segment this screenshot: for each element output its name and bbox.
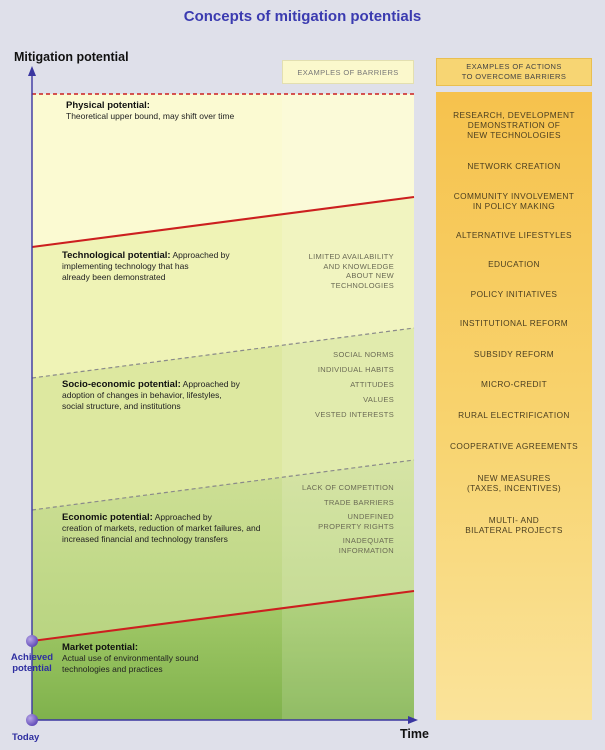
- action-item: [436, 515, 592, 535]
- barrier-item: INFORMATION: [338, 545, 394, 555]
- action-line: NETWORK CREATION: [467, 161, 561, 171]
- economic-potential-text: [62, 512, 260, 545]
- achieved-potential-label: [4, 652, 60, 674]
- action-item: [436, 191, 592, 211]
- barrier-item: INADEQUATE: [342, 536, 394, 545]
- barrier-item: ATTITUDES: [350, 380, 394, 389]
- market-desc-line: Actual use of environmentally sound: [62, 653, 199, 663]
- action-line: EDUCATION: [488, 259, 540, 269]
- socio-economic-desc-first: Approached by: [182, 379, 240, 389]
- action-line: COOPERATIVE AGREEMENTS: [449, 441, 579, 451]
- action-line: SUBSIDY REFORM: [473, 349, 555, 359]
- action-item: [436, 349, 592, 359]
- technological-potential-name: Technological potential:: [62, 250, 171, 261]
- action-line: RESEARCH, DEVELOPMENT: [453, 110, 575, 120]
- action-line: BILATERAL PROJECTS: [465, 525, 563, 535]
- barrier-item: TECHNOLOGIES: [330, 280, 394, 290]
- action-line: POLICY INITIATIVES: [470, 289, 558, 299]
- action-line: ALTERNATIVE LIFESTYLES: [456, 230, 572, 240]
- action-line: RURAL ELECTRIFICATION: [458, 410, 570, 420]
- economic-desc-line: increased financial and technology transfers: [62, 534, 228, 544]
- action-line: MICRO-CREDIT: [480, 379, 548, 389]
- barriers-header: EXAMPLES OF BARRIERS: [282, 60, 414, 84]
- actions-column: [436, 92, 592, 720]
- actions-header-line1: EXAMPLES OF ACTIONS: [466, 62, 562, 71]
- purple-dot-icon: [26, 714, 38, 726]
- action-line: MULTI- AND: [488, 515, 540, 525]
- action-item: [436, 161, 592, 171]
- action-item: [436, 379, 592, 389]
- socio-economic-potential-text: [62, 379, 240, 412]
- technological-desc-line: already been demonstrated: [62, 272, 166, 282]
- barrier-item: LACK OF COMPETITION: [302, 483, 394, 492]
- actions-header: [436, 58, 592, 86]
- action-line: DEMONSTRATION OF: [467, 120, 561, 130]
- achieved-potential-dot-icon: [26, 635, 38, 647]
- economic-desc-first: Approached by: [154, 512, 212, 522]
- action-line: (TAXES, INCENTIVES): [466, 483, 562, 493]
- action-item: [436, 230, 592, 240]
- action-item: [436, 289, 592, 299]
- action-item: [436, 318, 592, 328]
- market-desc-line: technologies and practices: [62, 664, 163, 674]
- barrier-item: PROPERTY RIGHTS: [318, 521, 394, 531]
- action-line: NEW TECHNOLOGIES: [467, 130, 561, 140]
- socio-economic-desc-line: social structure, and institutions: [62, 401, 181, 411]
- market-potential-text: [62, 642, 199, 675]
- achieved-line1: Achieved: [10, 652, 54, 663]
- achieved-line2: potential: [12, 663, 52, 674]
- economic-potential-name: Economic potential:: [62, 512, 153, 523]
- technological-barriers: [282, 252, 394, 290]
- action-line: NEW MEASURES: [477, 473, 551, 483]
- technological-desc-line: implementing technology that has: [62, 261, 189, 271]
- barrier-item: ABOUT NEW: [346, 271, 394, 280]
- action-item: [436, 410, 592, 420]
- action-item: [436, 110, 592, 140]
- economic-barriers: [282, 483, 394, 555]
- technological-desc-first: Approached by: [172, 250, 230, 260]
- barrier-item: TRADE BARRIERS: [323, 497, 394, 507]
- action-item: [436, 441, 592, 451]
- physical-potential-desc: Theoretical upper bound, may shift over time: [66, 111, 235, 121]
- barrier-item: LIMITED AVAILABILITY: [308, 252, 394, 261]
- page-title: Concepts of mitigation potentials: [183, 8, 422, 25]
- barrier-item: INDIVIDUAL HABITS: [317, 365, 394, 374]
- barrier-item: SOCIAL NORMS: [333, 350, 394, 359]
- y-axis-label: Mitigation potential: [14, 50, 129, 64]
- barrier-item: AND KNOWLEDGE: [323, 261, 394, 271]
- up-arrow-icon: [28, 66, 36, 76]
- action-item: [436, 473, 592, 493]
- action-line: COMMUNITY INVOLVEMENT: [453, 191, 575, 201]
- physical-potential-text: [66, 100, 234, 122]
- socio-economic-barriers: [282, 347, 394, 422]
- x-axis-label: Time: [400, 727, 429, 741]
- economic-desc-line: creation of markets, reduction of market failures, and: [62, 523, 261, 533]
- physical-potential-name: Physical potential:: [66, 100, 150, 111]
- actions-header-line2: TO OVERCOME BARRIERS: [461, 72, 567, 81]
- action-line: IN POLICY MAKING: [472, 201, 556, 211]
- action-line: INSTITUTIONAL REFORM: [459, 318, 569, 328]
- origin-label: Today: [12, 732, 40, 743]
- socio-economic-potential-name: Socio-economic potential:: [62, 379, 181, 390]
- socio-economic-desc-line: adoption of changes in behavior, lifestyles,: [62, 390, 222, 400]
- action-item: [436, 259, 592, 269]
- barrier-item: VESTED INTERESTS: [315, 410, 394, 419]
- market-potential-name: Market potential:: [62, 642, 139, 653]
- barrier-item: UNDEFINED: [347, 512, 394, 521]
- barrier-item: VALUES: [363, 395, 394, 404]
- technological-potential-text: [62, 250, 230, 283]
